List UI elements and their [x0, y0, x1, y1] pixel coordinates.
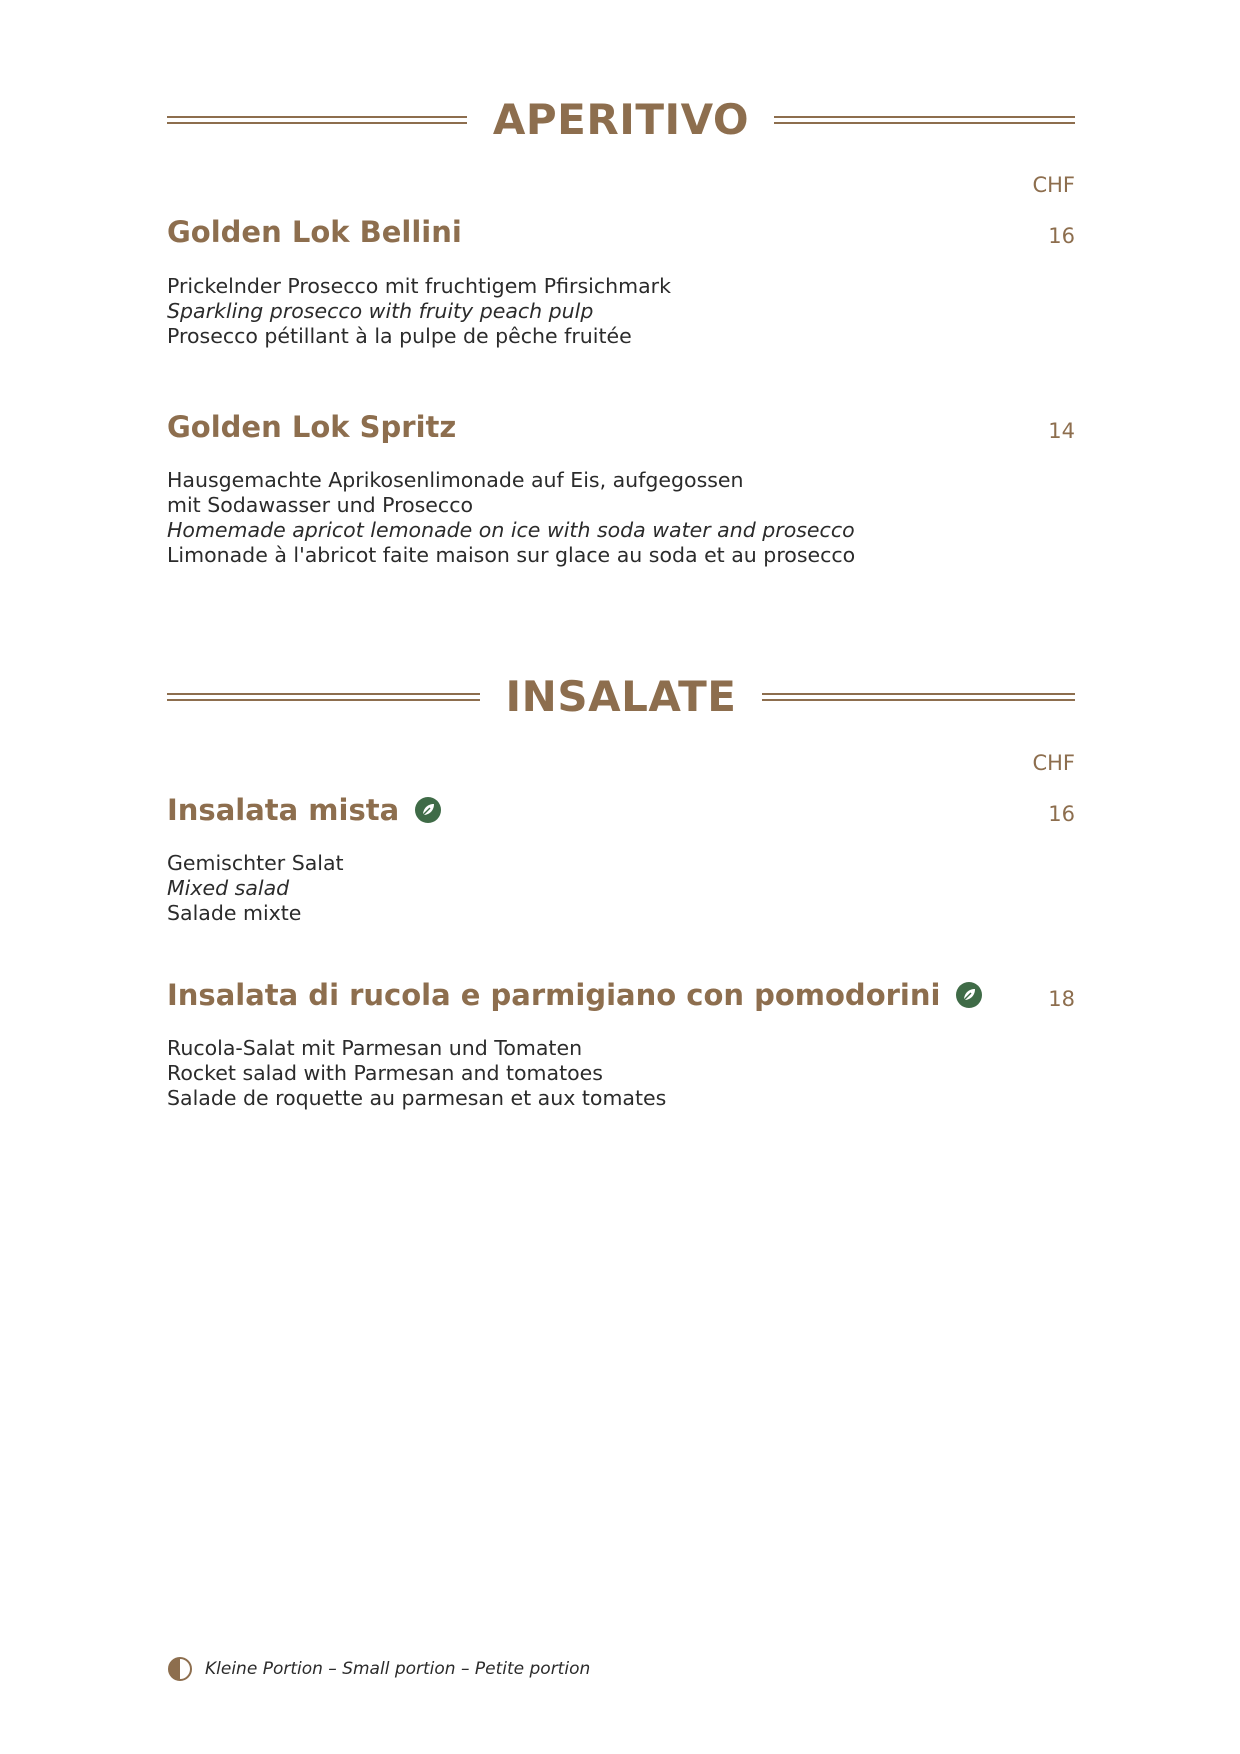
description-de-cont: mit Sodawasser und Prosecco: [167, 493, 474, 517]
item-price: 18: [1048, 987, 1075, 1011]
item-name: [167, 214, 462, 250]
description-de: Rucola-Salat mit Parmesan und Tomaten: [167, 1036, 583, 1060]
item-description: [167, 468, 855, 568]
item-description: [167, 274, 671, 349]
vegetarian-leaf-icon: [956, 982, 982, 1008]
description-en: Sparkling prosecco with fruity peach pulp: [167, 299, 594, 323]
description-en: Rocket salad with Parmesan and tomatoes: [167, 1061, 603, 1085]
description-de: Gemischter Salat: [167, 851, 344, 875]
item-price: 16: [1048, 224, 1075, 248]
item-description: [167, 1036, 666, 1111]
item-price: 16: [1048, 802, 1075, 826]
item-name: [167, 792, 441, 828]
section-header-insalate: [167, 667, 1075, 727]
footnote: [167, 1656, 590, 1682]
item-price: 14: [1048, 419, 1075, 443]
description-fr: Limonade à l'abricot faite maison sur glace au soda et au prosecco: [167, 543, 856, 567]
item-name-text: Golden Lok Bellini: [167, 215, 462, 249]
item-name-text: Golden Lok Spritz: [167, 410, 457, 444]
description-en: Mixed salad: [167, 876, 290, 900]
description-fr: Salade de roquette au parmesan et aux tomates: [167, 1086, 667, 1110]
section-header-aperitivo: [167, 90, 1075, 150]
half-circle-icon: [167, 1656, 193, 1682]
item-description: [167, 851, 344, 926]
currency-label: CHF: [1032, 173, 1075, 197]
description-fr: Salade mixte: [167, 901, 302, 925]
item-name: [167, 977, 982, 1013]
header-rule-right: [762, 693, 1075, 701]
description-de: Hausgemachte Aprikosenlimonade auf Eis, aufgegossen: [167, 468, 744, 492]
header-rule-right: [774, 116, 1075, 124]
currency-label: CHF: [1032, 751, 1075, 775]
section-title: INSALATE: [505, 672, 737, 721]
vegetarian-leaf-icon: [415, 797, 441, 823]
description-en: Homemade apricot lemonade on ice with soda water and prosecco: [167, 518, 855, 542]
section-title: APERITIVO: [492, 95, 750, 144]
item-name-text: Insalata di rucola e parmigiano con pomodorini: [167, 978, 941, 1012]
description-fr: Prosecco pétillant à la pulpe de pêche fruitée: [167, 324, 632, 348]
footnote-text: Kleine Portion – Small portion – Petite portion: [205, 1659, 591, 1679]
item-name-text: Insalata mista: [167, 793, 400, 827]
item-name: [167, 409, 456, 445]
description-de: Prickelnder Prosecco mit fruchtigem Pfirsichmark: [167, 274, 671, 298]
